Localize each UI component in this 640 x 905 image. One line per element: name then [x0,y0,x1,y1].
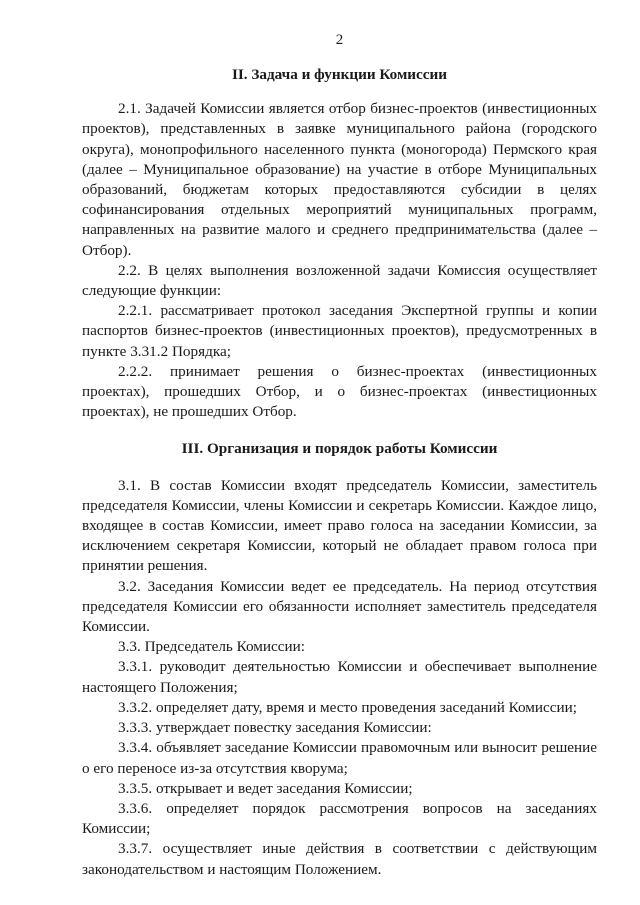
document-page [82,30,597,880]
paragraph-3-3: 3.3. Председатель Комиссии: [118,638,306,656]
section-title-organization: III. Организация и порядок работы Комиссии [181,440,498,458]
paragraph-3-3-7: 3.3.7. осуществляет иные действия в соответствии с действующим законодательством и настоящим Положением. [82,840,597,878]
paragraph-3-3-5: 3.3.5. открывает и ведет заседания Комиссии; [118,779,413,797]
paragraph-3-3-2: 3.3.2. определяет дату, время и место проведения заседаний Комиссии; [118,698,578,716]
paragraph-2-1: 2.1. Задачей Комиссии является отбор бизнес-проектов (инвестиционных проектов), представленных в заявке муниципального района (городского округа), монопрофильного населенного пункта (моногорода) Пермского края (далее – Муниципальное образование) на участие в отборе Муниципальных образований, бюджетам которых предоставляются субсидии в целях софинансирования отдельных мероприятий муниципальных программ, направленных на развитие малого и среднего предпринимательства (далее – Отбор). [82,100,597,259]
paragraph-3-3-6: 3.3.6. определяет порядок рассмотрения вопросов на заседаниях Комиссии; [82,799,597,838]
page-number: 2 [335,32,344,48]
paragraph-3-1: 3.1. В состав Комиссии входят председатель Комиссии, заместитель председателя Комиссии, члены Комиссии и секретарь Комиссии. Каждое лицо, входящее в состав Комиссии, имеет право голоса на заседании Комиссии, за исключением секретаря Комиссии, который не обладает правом голоса при принятии решения. [82,476,597,575]
paragraph-3-2: 3.2. Заседания Комиссии ведет ее председатель. На период отсутствия председателя Комиссии его обязанности исполняет заместитель председателя Комиссии. [82,577,597,636]
section-title-tasks: II. Задача и функции Комиссии [231,66,448,83]
paragraph-2-2: 2.2. В целях выполнения возложенной задачи Комиссия осуществляет следующие функции: [82,261,597,300]
paragraph-2-2-2: 2.2.2. принимает решения о бизнес-проектах (инвестиционных проектах), прошедших Отбор, и о бизнес-проектах (инвестиционных проектах), не прошедших Отбор. [82,362,597,421]
paragraph-2-2-1: 2.2.1. рассматривает протокол заседания Экспертной группы и копии паспортов бизнес-проектов (инвестиционных проектов), предусмотренных в пункте 3.31.2 Порядка; [82,302,597,360]
paragraph-3-3-1: 3.3.1. руководит деятельностью Комиссии и обеспечивает выполнение настоящего Положения; [82,658,597,696]
paragraph-3-3-3: 3.3.3. утверждает повестку заседания Комиссии: [118,719,432,737]
paragraph-3-3-4: 3.3.4. объявляет заседание Комиссии правомочным или выносит решение о его переносе из-за отсутствия кворума; [82,739,597,777]
